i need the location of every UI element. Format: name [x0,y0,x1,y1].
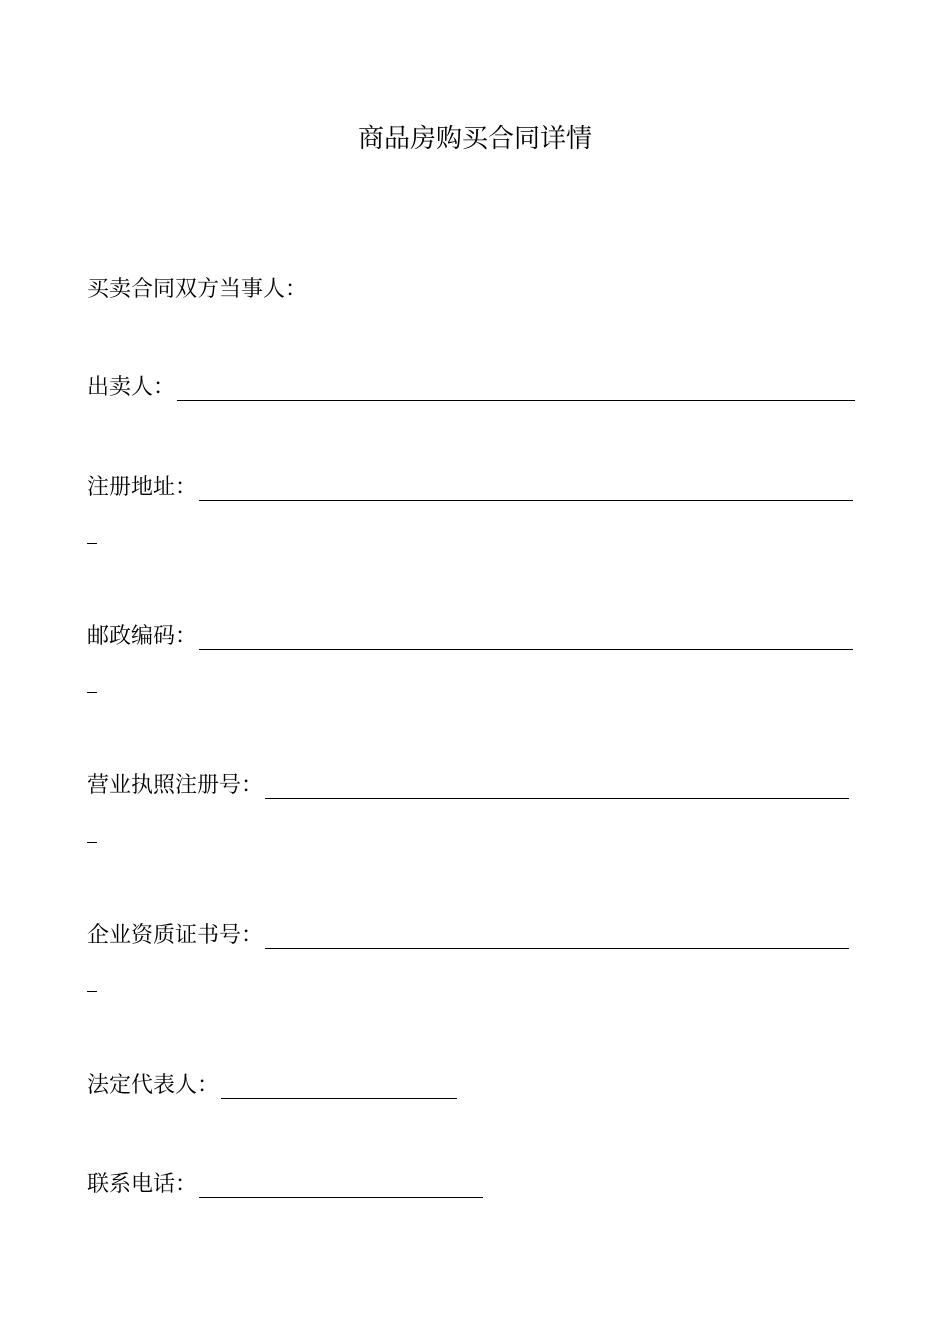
field-business-license-label: 营业执照注册号： [87,773,264,798]
field-business-license-blank-cont[interactable] [87,842,97,843]
field-registered-address [87,470,853,501]
field-seller [87,370,855,401]
field-legal-representative-label: 法定代表人： [87,1073,220,1098]
field-qualification-cert-blank-cont[interactable] [87,991,97,992]
field-business-license-blank[interactable] [265,776,849,799]
field-qualification-cert-label: 企业资质证书号： [87,923,264,948]
field-registered-address-blank[interactable] [199,478,853,501]
field-registered-address-label: 注册地址： [87,475,198,500]
field-qualification-cert [87,918,849,949]
field-contact-phone [87,1167,483,1198]
field-qualification-cert-blank[interactable] [265,926,849,949]
field-legal-representative-blank[interactable] [221,1076,457,1099]
field-contact-phone-blank[interactable] [199,1175,483,1198]
field-postal-code [87,619,853,650]
field-seller-label: 出卖人： [87,375,176,400]
intro-text [87,272,307,303]
page-title: 商品房购买合同详情 [357,124,592,154]
intro-label: 买卖合同双方当事人： [87,277,308,302]
field-contact-phone-label: 联系电话： [87,1172,198,1197]
field-legal-representative [87,1068,457,1099]
field-seller-blank[interactable] [177,378,855,401]
field-registered-address-blank-cont[interactable] [87,543,97,544]
field-postal-code-label: 邮政编码： [87,624,198,649]
field-business-license [87,768,849,799]
field-postal-code-blank-cont[interactable] [87,692,97,693]
field-postal-code-blank[interactable] [199,627,853,650]
